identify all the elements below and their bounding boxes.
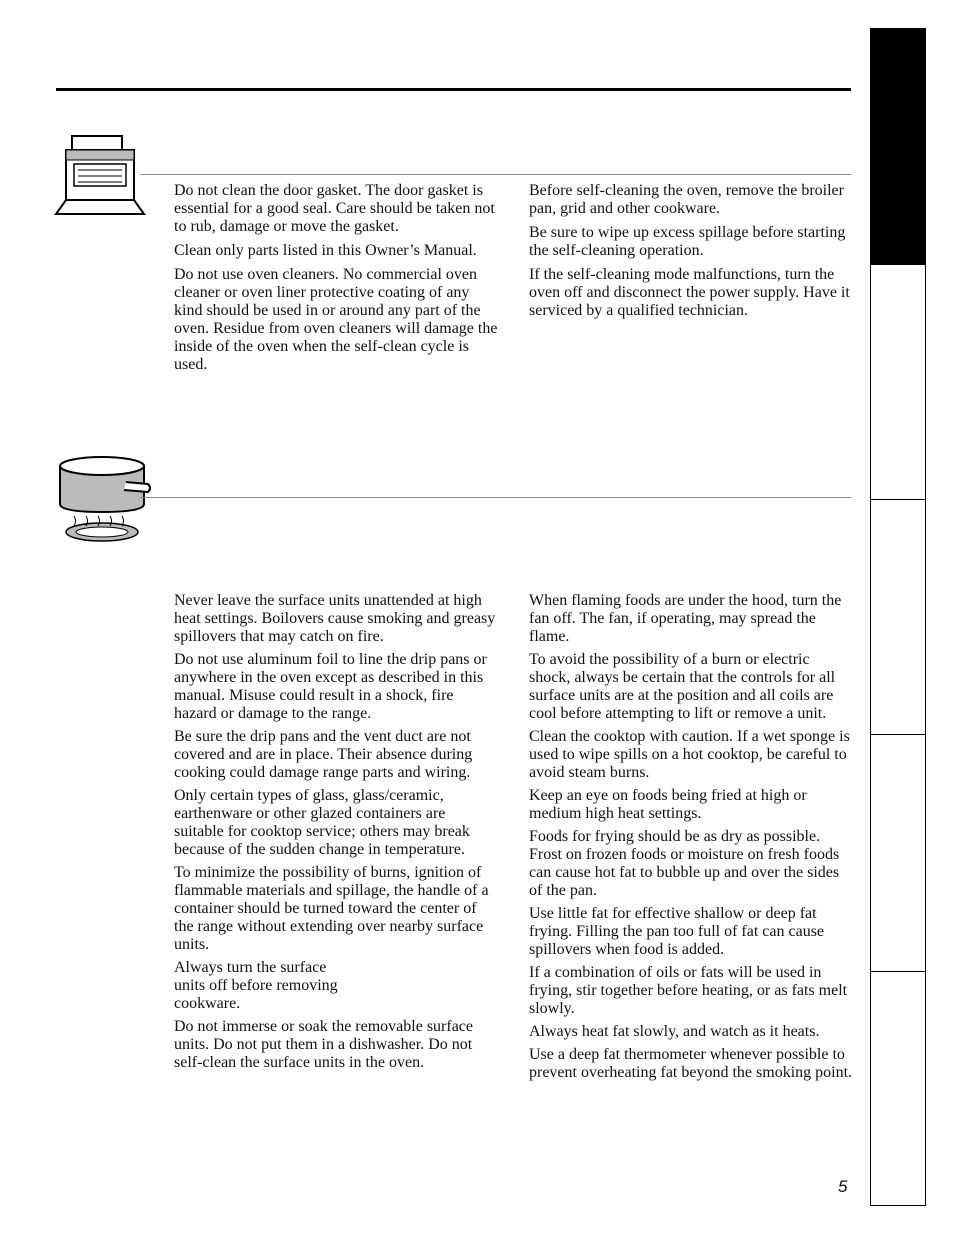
surface-left-paragraph: Only certain types of glass, glass/ceramic, earthenware or other glazed containers are suitable for cooktop service; others may break because of the sudden change in temperature. <box>174 787 470 858</box>
surface-right-paragraph: Use a deep fat thermometer whenever possible to prevent overheating fat beyond the smoking point. <box>529 1046 853 1081</box>
surface-left-column <box>174 592 499 1077</box>
surface-right-column <box>529 592 854 1087</box>
surface-right-paragraph: Always heat fat slowly, and watch as it heats. <box>529 1023 820 1040</box>
surface-left-paragraph: Be sure the drip pans and the vent duct are not covered and are in place. Their absence during cooking could damage range parts and wiring. <box>174 728 473 781</box>
side-tab-divider <box>871 734 925 735</box>
oven-left-column <box>174 182 499 380</box>
side-tab-divider <box>871 971 925 972</box>
page-number: 5 <box>838 1177 848 1196</box>
oven-left-paragraph: Do not use oven cleaners. No commercial oven cleaner or oven liner protective coating of any kind should be used in or around any part of the oven. Residue from oven cleaners will damage the inside of the oven when the self-clean cycle is used. <box>174 266 498 373</box>
side-tab-bar <box>870 28 926 1206</box>
cooking-pot-icon <box>54 452 154 544</box>
surface-right-paragraph: When flaming foods are under the hood, turn the fan off. The fan, if operating, may spread the flame. <box>529 592 842 645</box>
surface-left-paragraph: Always turn the surface units off before removing cookware. <box>174 959 338 1012</box>
surface-right-paragraph: Keep an eye on foods being fried at high or medium high heat settings. <box>529 787 807 822</box>
surface-left-paragraph: Do not immerse or soak the removable surface units. Do not put them in a dishwasher. Do not self-clean the surface units in the oven. <box>174 1018 474 1071</box>
surface-right-paragraph: Use little fat for effective shallow or deep fat frying. Filling the pan too full of fat can cause spillovers when food is added. <box>529 905 825 958</box>
oven-right-paragraph: If the self-cleaning mode malfunctions, turn the oven off and disconnect the power supply. Have it serviced by a qualified technician. <box>529 266 850 319</box>
side-tab-divider <box>871 499 925 500</box>
oven-right-paragraph: Be sure to wipe up excess spillage before starting the self-cleaning operation. <box>529 224 846 259</box>
oven-icon <box>54 134 148 220</box>
section-rule-oven <box>140 174 851 175</box>
side-tab-active[interactable] <box>871 29 925 265</box>
top-rule <box>56 88 851 91</box>
surface-left-paragraph: To minimize the possibility of burns, ignition of flammable materials and spillage, the handle of a container should be turned toward the center of the range without extending over nearby surface units. <box>174 864 489 953</box>
surface-right-paragraph: If a combination of oils or fats will be used in frying, stir together before heating, or as fats melt slowly. <box>529 964 848 1017</box>
surface-right-paragraph: To avoid the possibility of a burn or electric shock, always be certain that the controls for all surface units are at the position and all coils are cool before attempting to lift or remove a unit. <box>529 651 836 722</box>
surface-right-paragraph: Foods for frying should be as dry as possible. Frost on frozen foods or moisture on fresh foods can cause hot fat to bubble up and over the sides of the pan. <box>529 828 840 899</box>
oven-right-paragraph: Before self-cleaning the oven, remove the broiler pan, grid and other cookware. <box>529 182 844 217</box>
oven-right-column <box>529 182 854 326</box>
surface-left-paragraph: Never leave the surface units unattended at high heat settings. Boilovers cause smoking and greasy spillovers that may catch on fire. <box>174 592 496 645</box>
oven-left-paragraph: Do not clean the door gasket. The door gasket is essential for a good seal. Care should be taken not to rub, damage or move the gasket. <box>174 182 495 235</box>
surface-left-paragraph: Do not use aluminum foil to line the drip pans or anywhere in the oven except as described in this manual. Misuse could result in a shock, fire hazard or damage to the range. <box>174 651 487 722</box>
surface-right-paragraph: Clean the cooktop with caution. If a wet sponge is used to wipe spills on a hot cooktop, be careful to avoid steam burns. <box>529 728 850 781</box>
section-rule-surface <box>140 497 851 498</box>
oven-left-paragraph: Clean only parts listed in this Owner’s Manual. <box>174 242 477 259</box>
